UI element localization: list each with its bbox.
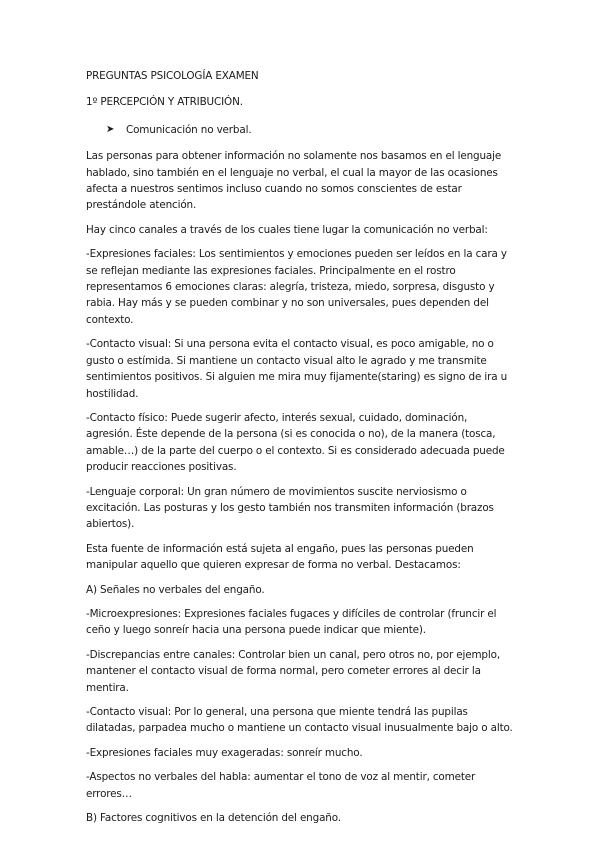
- paragraph-discrepancies: -Discrepancias entre canales: Controlar bien un canal, pero otros no, por ejemplo, mantener el contacto visual de forma normal, pero cometer errores al decir la mentira.: [86, 648, 500, 694]
- paragraph-channels: Hay cinco canales a través de los cuales tiene lugar la comunicación no verbal:: [86, 223, 488, 236]
- paragraph-exaggerated: -Expresiones faciales muy exageradas: sonreír mucho.: [86, 746, 363, 759]
- paragraph-visual-contact-lie: -Contacto visual: Por lo general, una persona que miente tendrá las pupilas dilatadas, parpadea mucho o mantiene un contacto visual inusualmente bajo o alto.: [86, 706, 513, 735]
- arrow-bullet-icon: ➤: [106, 123, 115, 135]
- paragraph-body-language: -Lenguaje corporal: Un gran número de movimientos suscite nerviosismo o excitación. Las posturas y los gesto también nos transmiten información (brazos abiertos).: [86, 485, 494, 531]
- paragraph-microexpressions: -Microexpresiones: Expresiones faciales fugaces y difíciles de controlar (fruncir el ceño y luego sonreír hacia una persona puede indicar que miente).: [86, 607, 497, 637]
- subheading-a: A) Señales no verbales del engaño.: [86, 583, 265, 596]
- bullet-item: [86, 122, 514, 138]
- bullet-label: Comunicación no verbal.: [126, 123, 252, 136]
- paragraph-speech: -Aspectos no verbales del habla: aumentar el tono de voz al mentir, cometer errores…: [86, 771, 476, 800]
- paragraph-facial: -Expresiones faciales: Los sentimientos y emociones pueden ser leídos en la cara y se reflejan mediante las expresiones faciales. Principalmente en el rostro representamos 6 emociones claras: alegría, tristeza, miedo, sorpresa, disgusto y rabia. Hay más y se pueden combinar y no son universales, pues dependen del contexto.: [86, 248, 507, 326]
- paragraph-visual: -Contacto visual: Si una persona evita el contacto visual, es poco amigable, no o gusto o estímida. Si mantiene un contacto visual alto le agrado y me transmite sentimientos positivos. Si alguien me mira muy fijamente(staring) es signo de ira u hostilidad.: [86, 338, 508, 400]
- document-title: PREGUNTAS PSICOLOGÍA EXAMEN: [86, 70, 259, 82]
- paragraph-physical: -Contacto físico: Puede sugerir afecto, interés sexual, cuidado, dominación, agresión. Éste depende de la persona (si es conocida o no), de la manera (tosca, amable…) de la parte del cuerpo o el contexto. Si es considerado adecuada puede producir reacciones positivas.: [86, 411, 505, 474]
- paragraph-intro: Las personas para obtener información no solamente nos basamos en el lenguaje hablado, sino también en el lenguaje no verbal, el cual la mayor de las ocasiones afecta a nuestros sentimos incluso cuando no somos conscientes de estar prestándole atención.: [86, 150, 502, 212]
- section-heading: 1º PERCEPCIÓN Y ATRIBUCIÓN.: [86, 96, 243, 109]
- paragraph-deception: Esta fuente de información está sujeta al engaño, pues las personas pueden manipular aquello que quieren expresar de forma no verbal. Destacamos:: [86, 542, 474, 572]
- subheading-b: B) Factores cognitivos en la detención del engaño.: [86, 812, 341, 825]
